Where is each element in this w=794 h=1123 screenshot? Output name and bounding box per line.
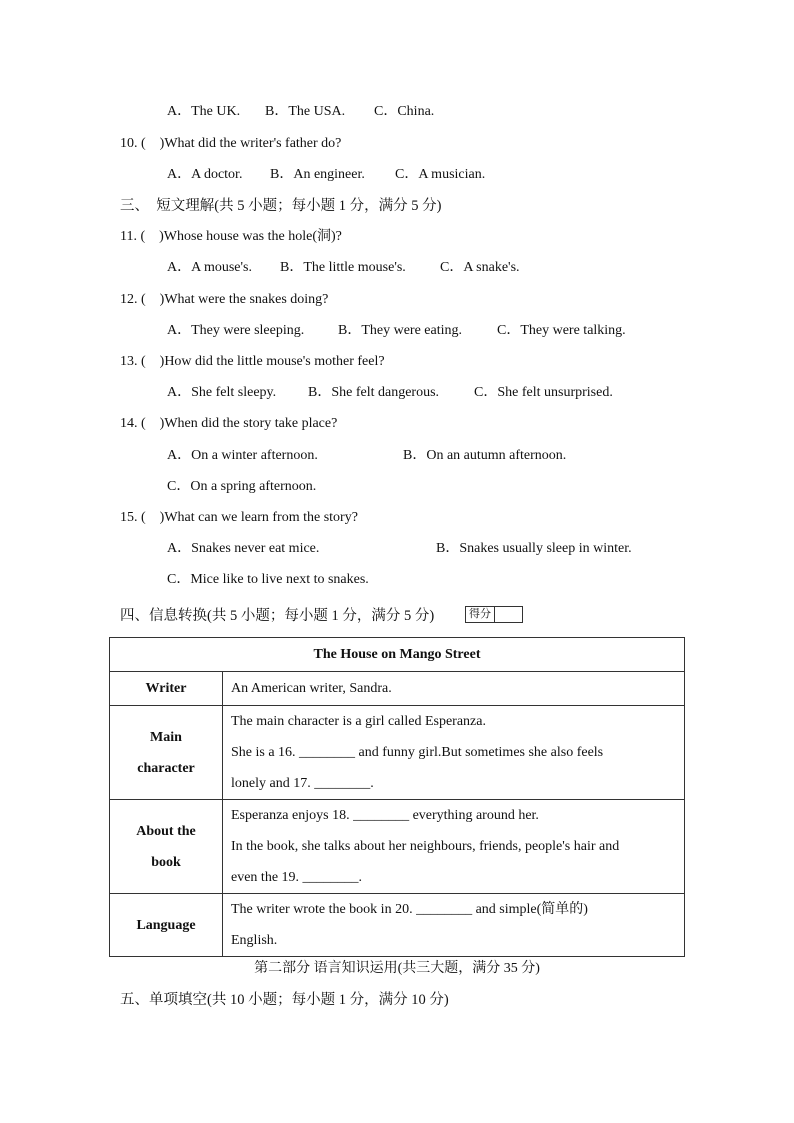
q10-option-a: A．A doctor. <box>167 167 243 182</box>
q13-stem: 13. ( )How did the little mouse's mother feel? <box>120 354 385 369</box>
q14-option-c: C．On a spring afternoon. <box>167 479 317 494</box>
q12-option-a: A．They were sleeping. <box>167 323 305 338</box>
main-line1: The main character is a girl called Esperanza. <box>231 714 486 729</box>
q15-option-b: B．Snakes usually sleep in winter. <box>436 541 632 556</box>
info-table <box>109 637 685 957</box>
q9-option-c: C．China. <box>374 104 435 119</box>
q11-stem: 11. ( )Whose house was the hole(洞)? <box>120 229 342 244</box>
q14-option-b: B．On an autumn afternoon. <box>403 448 567 463</box>
lang-line2: English. <box>231 933 278 948</box>
about-label-line1: About the <box>136 823 196 839</box>
about-line2: In the book, she talks about her neighbours, friends, people's hair and <box>231 839 620 854</box>
about-book-text <box>223 800 685 894</box>
q11-option-c: C．A snake's. <box>440 260 520 275</box>
writer-text: An American writer, Sandra. <box>223 672 685 706</box>
q13-option-c: C．She felt unsurprised. <box>474 385 613 400</box>
main-label-line1: Main <box>150 729 182 745</box>
q11-option-a: A．A mouse's. <box>167 260 252 275</box>
main-line2: She is a 16. ________ and funny girl.But sometimes she also feels <box>231 745 604 760</box>
writer-label: Writer <box>110 672 223 706</box>
q12-option-b: B．They were eating. <box>338 323 463 338</box>
lang-line1: The writer wrote the book in 20. ________ and simple(简单的) <box>231 902 588 917</box>
about-label-line2: book <box>151 854 181 870</box>
section5-title: 五、单项填空(共 10 小题；每小题 1 分，满分 10 分) <box>120 992 449 1008</box>
q9-option-b: B．The USA. <box>265 104 346 119</box>
q10-option-c: C．A musician. <box>395 167 486 182</box>
about-book-label <box>110 800 223 894</box>
score-box <box>465 606 523 623</box>
q13-option-b: B．She felt dangerous. <box>308 385 440 400</box>
main-character-text <box>223 706 685 800</box>
q10-stem: 10. ( )What did the writer's father do? <box>120 136 342 151</box>
part2-title: 第二部分 语言知识运用(共三大题，满分 35 分) <box>254 961 540 976</box>
q15-option-c: C．Mice like to live next to snakes. <box>167 572 369 587</box>
table-title: The House on Mango Street <box>110 638 685 672</box>
q11-option-b: B．The little mouse's. <box>280 260 406 275</box>
q15-option-a: A．Snakes never eat mice. <box>167 541 320 556</box>
q14-stem: 14. ( )When did the story take place? <box>120 416 338 431</box>
main-character-label <box>110 706 223 800</box>
q12-option-c: C．They were talking. <box>497 323 626 338</box>
q10-option-b: B．An engineer. <box>270 167 365 182</box>
section4-title: 四、信息转换(共 5 小题；每小题 1 分，满分 5 分) <box>120 608 435 624</box>
language-label: Language <box>110 894 223 957</box>
about-line3: even the 19. ________. <box>231 870 363 885</box>
main-label-line2: character <box>137 760 195 776</box>
about-line1: Esperanza enjoys 18. ________ everything around her. <box>231 808 539 823</box>
q14-option-a: A．On a winter afternoon. <box>167 448 318 463</box>
language-text <box>223 894 685 957</box>
q12-stem: 12. ( )What were the snakes doing? <box>120 292 329 307</box>
score-label: 得分 <box>466 607 495 622</box>
q13-option-a: A．She felt sleepy. <box>167 385 277 400</box>
main-line3: lonely and 17. ________. <box>231 776 374 791</box>
q15-stem: 15. ( )What can we learn from the story? <box>120 510 358 525</box>
section3-title: 三、 短文理解(共 5 小题；每小题 1 分，满分 5 分) <box>120 198 442 214</box>
q9-option-a: A．The UK. <box>167 104 241 119</box>
